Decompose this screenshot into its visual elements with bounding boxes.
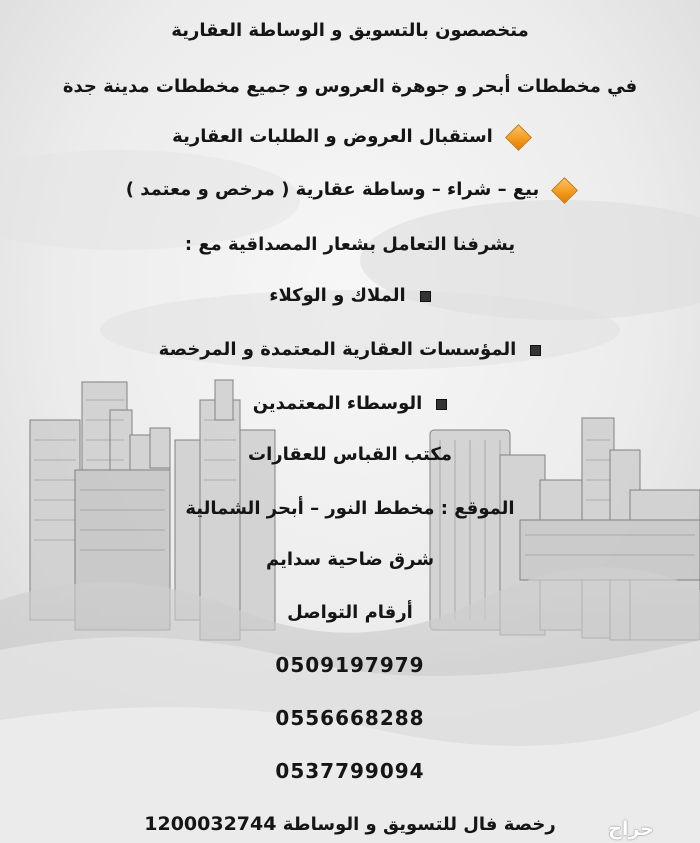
list-item-institutions-text: المؤسسات العقارية المعتمدة و المرخصة [158,339,517,360]
bullet-line-offers-text: استقبال العروض و الطلبات العقارية [172,126,493,147]
orange-diamond-icon [505,124,532,151]
bullet-line-offers [0,125,700,149]
license-number: 1200032744 [144,813,277,835]
phone-number-3[interactable]: 0537799094 [275,759,425,783]
honor-heading: يشرفنا التعامل بشعار المصداقية مع : [184,234,516,255]
list-item-institutions [0,338,700,362]
bullet-line-services [0,178,700,202]
location-detail: شرق ضاحية سدايم [265,549,435,570]
list-item-brokers [0,392,700,416]
phone-number-1[interactable]: 0509197979 [275,653,425,677]
black-square-icon [420,291,431,302]
headline-areas: في مخططات أبحر و جوهرة العروس و جميع مخططات مدينة جدة [62,76,638,97]
haraj-watermark: حراج [608,818,654,840]
office-name: مكتب القباس للعقارات [248,444,452,465]
black-square-icon [530,345,541,356]
black-square-icon [436,399,447,410]
list-item-brokers-text: الوسطاء المعتمدين [252,393,423,414]
contact-heading: أرقام التواصل [287,602,413,623]
list-item-owners-text: الملاك و الوكلاء [269,285,406,306]
license-text: رخصة فال للتسويق و الوساطة [282,814,556,835]
phone-number-2[interactable]: 0556668288 [275,706,425,730]
location-line: الموقع : مخطط النور – أبحر الشمالية [185,498,515,519]
bullet-line-services-text: بيع – شراء – وساطة عقارية ( مرخص و معتمد ) [125,179,540,200]
list-item-owners [0,284,700,308]
orange-diamond-icon [551,177,578,204]
headline-specialists: متخصصون بالتسويق و الوساطة العقارية [171,20,529,41]
